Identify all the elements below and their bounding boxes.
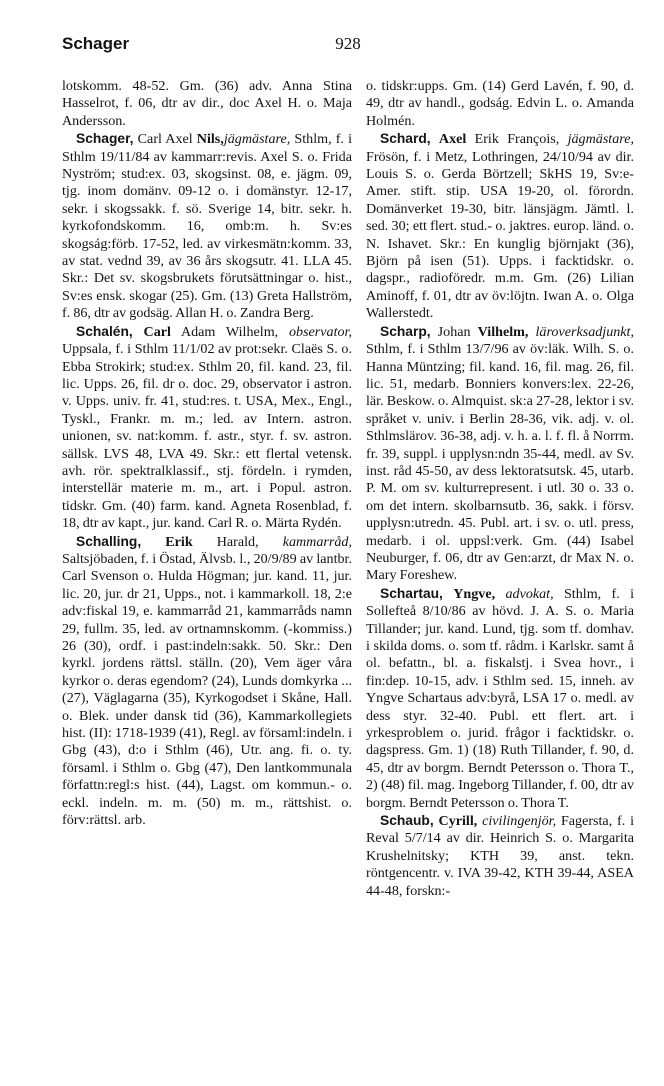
entry-surname: Schard, <box>380 131 431 147</box>
entry-schartau <box>366 585 634 812</box>
running-head-name: Schager <box>62 34 130 53</box>
entry-occupation: jägmästare, <box>223 131 291 148</box>
entry-text: o. tidskr:upps. Gm. (14) Gerd Lavén, f. 90, d. 49, dtr av handl., godság. Edvin L. o. Amanda Holmén. <box>366 78 634 129</box>
entry-schalling <box>62 533 352 830</box>
entry-occupation: jägmästare, <box>567 131 635 148</box>
entry-surname: Schalén, <box>76 323 133 339</box>
entry-text: Sthlm, f. i Sollefteå 8/10/86 av hövd. J. A. S. o. Maria Tillander; jur. kand. Lund, tjg. som tf. domhav. i skilda doms. o. som tf. rådm. i Karlskr. samt å ol. befattn., bl. a. fiskalstj. i Svea hovr., i fin:dep. 10-15, adv. i Sthlm sed. 15, inneh. av Yngve Schartaus adv:byrå, LSA 17 o. medl. av dess styr. 32-40. Publ. ett flert. art. i yrkesproblem o. jurid. frågor i facktidskr. o. dagspress. Gm. 1) (18) Ruth Tillander, f. 90, d. 45, dtr av borgm. Berndt Petersson o. Thora T., 2) (48) fil. mag. Ingeborg Tillander, f. 00, dtr av borgm. Berndt Petersson o. Thora T. <box>366 585 635 811</box>
left-column <box>62 78 352 829</box>
entry-call-name: Axel <box>438 131 467 148</box>
entry-surname: Schager, <box>76 131 134 147</box>
entry-schard <box>366 130 634 322</box>
entry-schager <box>62 130 352 322</box>
entry-given-names-rest <box>495 586 505 602</box>
entry-given-names <box>141 534 165 550</box>
entry-given-names <box>431 131 439 147</box>
entry-call-name: Yngve, <box>453 585 496 602</box>
entry-continuation <box>366 78 634 130</box>
entry-occupation: observator, <box>288 323 352 340</box>
entry-text: Saltsjöbaden, f. i Östad, Älvsb. l., 20/9/89 av lantbr. Carl Svenson o. Hulda Högman; jur. kand. 11, jur. lic. 20, jur. dr 21, Upps., not. i kammarkoll. 18, 2:e adv:fiskal 19, e. kammarråd 21, kammarråds namn 29, fullm. 35, led. av ortnamnskomm. (-kommiss.) 26 (30), ordf. i past:indeln:sakk. 50. Skr.: Den kyrkl. jordens rättsl. ställn. (20), Vem äger våra kyrkor o. deras egendom? (24), Lunds domkyrka ... (27), Väglagarna (35), Kyrkogodset i Skåne, Hall. o. Blek. under dansk tid (36), Kammarkollegiets hist. (II): 1718-1939 (41), Regl. av församl:indeln. i Gbg (43), d:o i Sthlm (46), Utr. ang. fi. o. ty. församl. i Sthlm o. Gbg (47), Den lantkommunala författn:regl:s hist. (44), Lagst. om kommun.- o. eckl. indeln. m. m. (50) m. m., rättshist. o. förv:rättsl. arb. <box>62 550 352 829</box>
entry-occupation: civilingenjör, <box>482 813 557 830</box>
entry-given-names <box>443 586 453 602</box>
entry-call-name: Carl <box>143 323 171 340</box>
entry-call-name: Cyrill, <box>438 813 478 830</box>
entry-text: Sthlm, f. i Sthlm 13/7/96 av öv:läk. Wilh. S. o. Hanna Müntzing; fil. kand. 16, fil. mag. 26, fil. lic. 51, medarb. Bonniers konvers:lex. 22-26, lär. Beskow. o. Almquist. sk:a 27-28, lektor i sv. språket v. univ. i Berlin 28-36, vik. adj. v. ol. Sthlmslärov. 36-38, adj. v. h. a. l. f. fl. å Norrm. fr. 39, suppl. i upplysn:ndn 35-44, medl. av Sv. inst. råd 45-50, av dess lektoratsutsk. 45, utarb. P. M. om sv. kulturrepresent. i utl. 30 o. 33 o. om det intern. skolbarnsutb. 36, sakk. i försv. upplysn:utredn. 45. Publ. art. i sv. o. utl. press, medarb. i ol. uppsl:verk. Gm. (44) Isabel Neuburger, f. 06, dtr av Gen:arzt, dr Max N. o. Mary Foreshew. <box>366 341 634 584</box>
entry-text: lotskomm. 48-52. Gm. (36) adv. Anna Stina Hasselrot, f. 06, dtr av dir., doc Axel H. o. Maja Andersson. <box>62 78 352 129</box>
entry-surname: Schalling, <box>76 533 142 549</box>
entry-surname: Schaub, <box>380 813 434 829</box>
entry-surname: Schartau, <box>380 585 443 601</box>
entry-occupation: advokat, <box>505 585 554 602</box>
entry-schaub <box>366 812 634 900</box>
entry-call-name: Vilhelm, <box>477 323 529 340</box>
entry-scharp <box>366 323 634 585</box>
entry-text: Uppsala, f. i Sthlm 11/1/02 av prot:sekr. Claës S. o. Ebba Strokirk; stud:ex. Sthlm 20, fil. kand. 23, fil. lic. Upps. 26, fil. dr o. doc. 29, observator i astron. v. Upps. univ. fr. 41, stud:res. t. USA, Mex., Engl., Tyskl., Frankr. m. m.; led. av Intern. astron. unionen, sv. nat:komm. f. astr., styr. f. sv. astron. sällsk. LVS 48, LVA 49. Skr.: ett flertal vetensk. avh. rör. spektralklassif., stj. fördeln. i rymden, interstellär materie m. m., art. i Popul. astron. tidskr. Gm. (40) farm. kand. Agneta Rosenblad, f. 18, dtr av kapt., jur. kand. Carl R. o. Märta Rydén. <box>62 341 352 532</box>
entry-given-names: Johan <box>430 323 478 340</box>
entry-given-names-rest: Adam Wilhelm, <box>170 323 289 340</box>
entry-given-names <box>133 324 144 340</box>
entry-occupation: kammarråd, <box>282 533 352 550</box>
entry-surname: Scharp, <box>380 323 431 339</box>
entry-given-names-rest: Harald, <box>192 533 283 550</box>
entry-text: Sthlm, f. i Sthlm 19/11/84 av kammarr:revis. Axel S. o. Frida Nyström; stud:ex. 03, skogsinst. 08, e. jägm. 09, tjg. inom domänv. 09-12 o. i domänstyr. 12-17, sekr. i skogssakk. f. sö. Sverige 14, bitr. sekr. h. kyrkofondskomm. 16, omb:m. h. Sv:es skogság:förb. 17-52, led. av virkesmätn:komm. 33, av stat. vednd 39, av 36 års skogsutr. 41. LLA 45. Skr.: Det sv. skogsbrukets förutsättningar o. hist., Sv:es ensk. skogar (25). Gm. (13) Greta Hallström, f. 86, dtr av godsäg. Allan H. o. Zandra Berg. <box>62 131 352 322</box>
entry-call-name: Nils, <box>196 131 224 148</box>
entry-schalen <box>62 323 352 533</box>
entry-text: Frösön, f. i Metz, Lothringen, 24/10/94 av dir. Louis S. o. Gerda Börtzell; SkHS 19, Sv:e-Amer. stift. stip. USA 19-20, ol. förordn. Domänverket 19-30, bitr. länsjägm. Jämtl. l. sed. 30; ett flert. stud.- o. jaktres. europ. länd. o. N. Ishavet. Skr.: En kunglig björnjakt (36), Björn på isen (51). Upps. i facktidskr. o. dagspr., radioföredr. m.m. Gm. (26) Lilian Aminoff, f. 01, dtr av öv:löjtn. Iwan A. o. Olga Wallerstedt. <box>366 148 634 322</box>
running-head <box>62 34 634 58</box>
right-column <box>366 78 634 900</box>
entry-call-name: Erik <box>165 533 193 550</box>
entry-continuation <box>62 78 352 130</box>
entry-given-names-rest: Erik François, <box>466 131 568 148</box>
entry-text: Fagersta, f. i Reval 5/7/14 av dir. Heinrich S. o. Margarita Krushelnitsky; KTH 39, anst. tekn. röntgencentr. v. IVA 39-42, KTH 39-44, ASEA 44-48, forskn:- <box>366 813 635 899</box>
page-number: 928 <box>335 34 361 53</box>
entry-occupation: läroverksadjunkt, <box>535 323 634 340</box>
entry-given-names: Carl Axel <box>133 131 197 148</box>
